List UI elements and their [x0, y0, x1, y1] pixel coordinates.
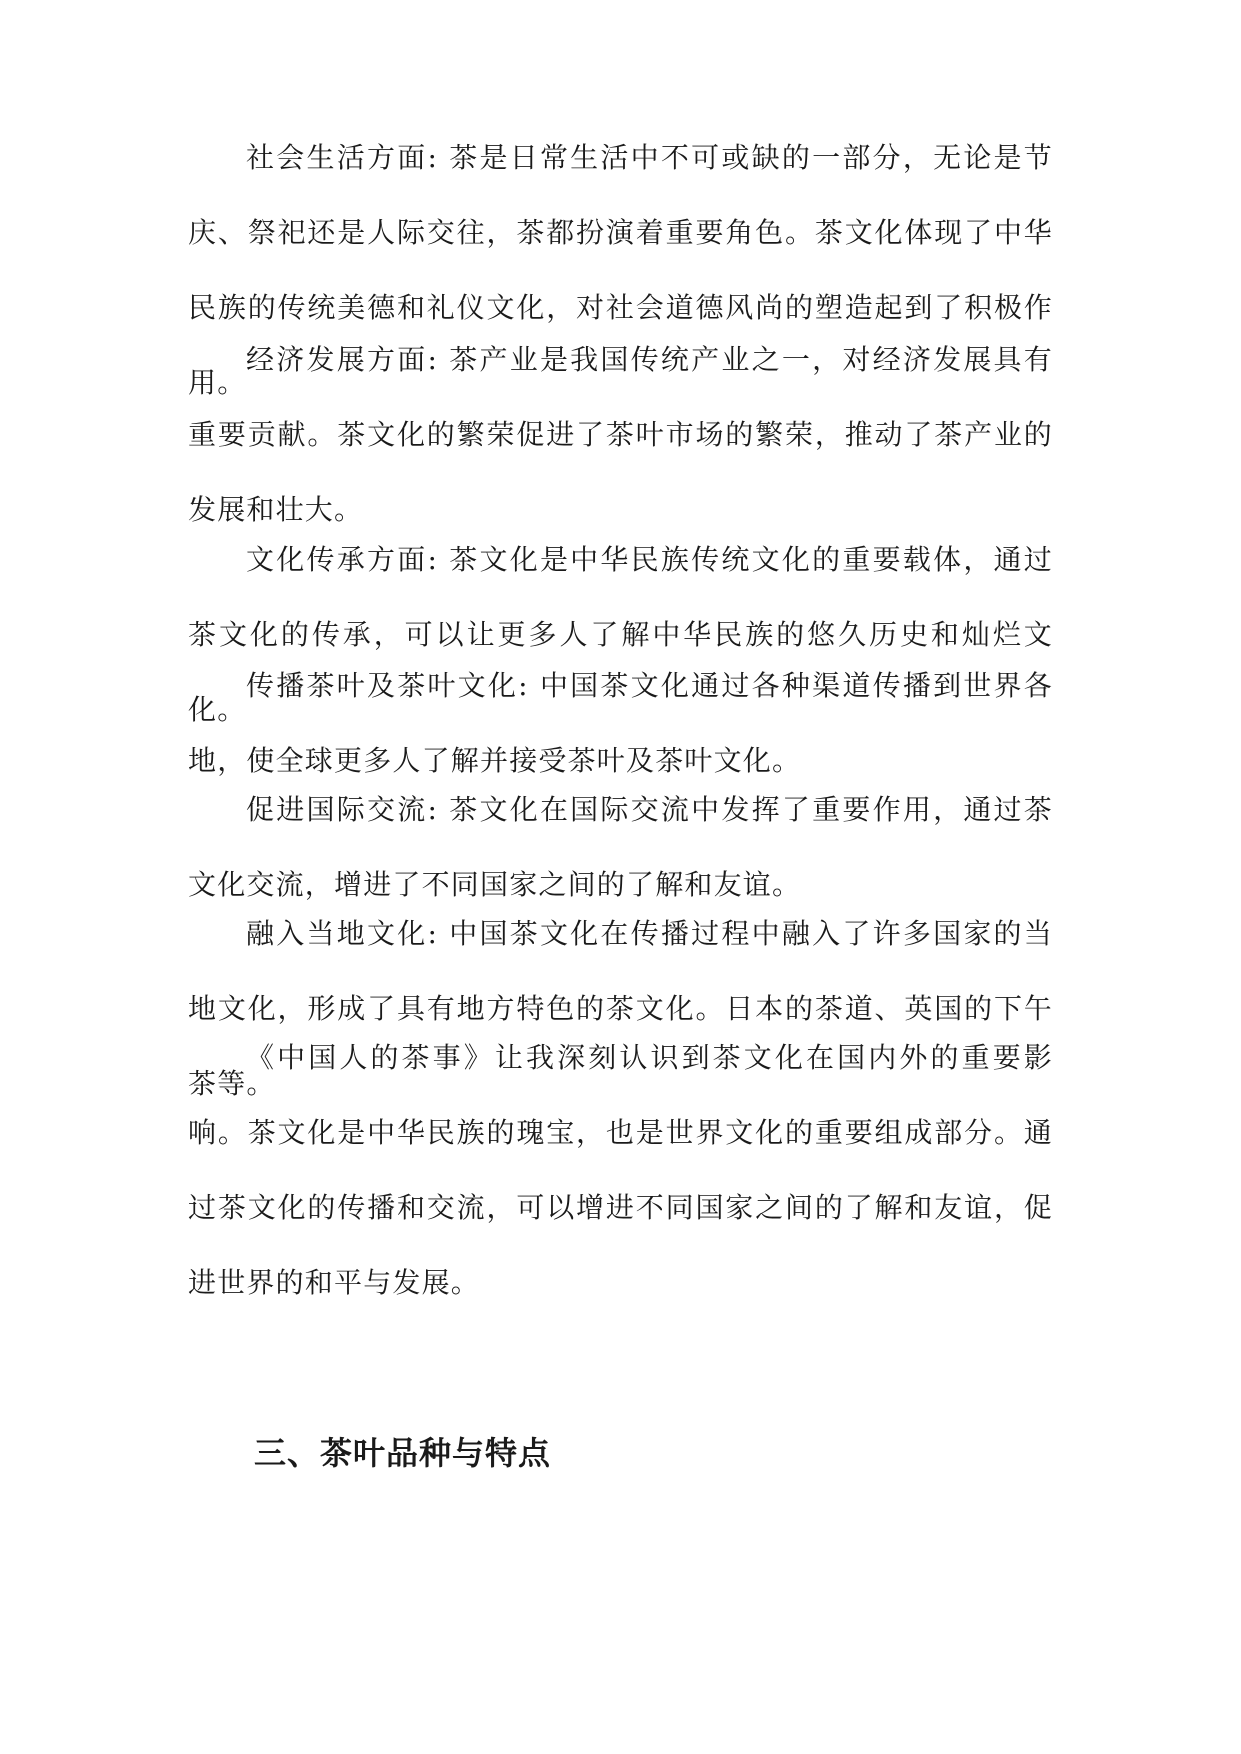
- paragraph-international-exchange: 促进国际交流: 茶文化在国际交流中发挥了重要作用，通过茶文化交流，增进了不同国家之间的了解和友谊。: [188, 793, 1053, 901]
- paragraph-cultural-heritage: 文化传承方面: 茶文化是中华民族传统文化的重要载体，通过茶文化的传承，可以让更多人了解中华民族的悠久历史和灿烂文化。: [188, 543, 1053, 726]
- section-heading: 三、茶叶品种与特点: [254, 1434, 552, 1472]
- paragraph-local-culture: 融入当地文化: 中国茶文化在传播过程中融入了许多国家的当地文化，形成了具有地方特色的茶文化。日本的茶道、英国的下午茶等。: [188, 917, 1053, 1100]
- paragraph-spread-tea-culture: 传播茶叶及茶叶文化: 中国茶文化通过各种渠道传播到世界各地，使全球更多人了解并接受茶叶及茶叶文化。: [188, 669, 1053, 777]
- paragraph-economic-development: 经济发展方面: 茶产业是我国传统产业之一，对经济发展具有重要贡献。茶文化的繁荣促进了茶叶市场的繁荣，推动了茶产业的发展和壮大。: [188, 343, 1053, 526]
- paragraph-social-life: 社会生活方面: 茶是日常生活中不可或缺的一部分，无论是节庆、祭祀还是人际交往，茶都扮演着重要角色。茶文化体现了中华民族的传统美德和礼仪文化，对社会道德风尚的塑造起到了积极作用。: [188, 141, 1053, 399]
- paragraph-conclusion: 《中国人的茶事》让我深刻认识到茶文化在国内外的重要影响。茶文化是中华民族的瑰宝，也是世界文化的重要组成部分。通过茶文化的传播和交流，可以增进不同国家之间的了解和友谊，促进世界的和平与发展。: [188, 1041, 1053, 1299]
